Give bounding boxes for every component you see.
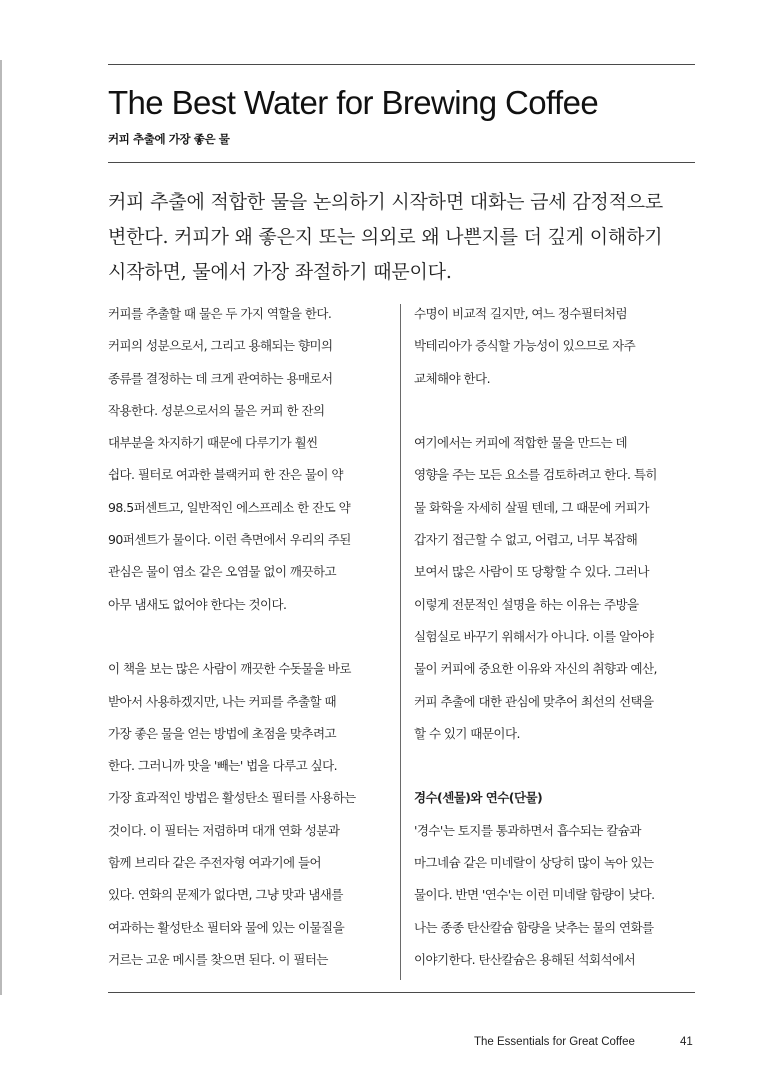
title-rule — [108, 162, 695, 163]
body-line: 이 책을 보는 많은 사람이 깨끗한 수돗물을 바로 — [108, 661, 351, 677]
body-line: 거르는 고운 메시를 찾으면 된다. 이 필터는 — [108, 951, 328, 967]
lead-line: 변한다. 커피가 왜 좋은지 또는 의외로 왜 나쁜지를 더 깊게 이해하기 — [108, 226, 663, 248]
body-line: 수명이 비교적 길지만, 여느 정수필터처럼 — [414, 306, 628, 321]
body-line: 갑자기 접근할 수 없고, 어렵고, 너무 복잡해 — [414, 532, 638, 548]
footer-book-title: The Essentials for Great Coffee — [474, 1036, 635, 1048]
bottom-rule — [108, 992, 695, 993]
body-line: 교체해야 한다. — [414, 370, 490, 386]
body-column-left — [108, 302, 393, 980]
body-line: 가장 좋은 물을 얻는 방법에 초점을 맞추려고 — [108, 725, 336, 741]
page-binding-edge — [0, 60, 2, 995]
chapter-title: The Best Water for Brewing Coffee — [108, 84, 599, 121]
body-line: 물이다. 반면 '연수'는 이런 미네랄 함량이 낮다. — [414, 887, 655, 903]
body-line: 이렇게 전문적인 설명을 하는 이유는 주방을 — [414, 596, 639, 612]
body-column-right — [414, 302, 699, 980]
body-line: 나는 종종 탄산칼슘 함량을 낮추는 물의 연화를 — [414, 919, 654, 935]
body-line: 대부분을 차지하기 때문에 다루기가 훨씬 — [108, 435, 318, 451]
page-number: 41 — [680, 1036, 693, 1048]
top-rule — [108, 64, 695, 65]
chapter-subtitle: 커피 추출에 가장 좋은 물 — [108, 132, 230, 146]
column-divider — [400, 304, 401, 980]
body-line: 90퍼센트가 물이다. 이런 측면에서 우리의 주된 — [108, 532, 351, 548]
lead-line: 시작하면, 물에서 가장 좌절하기 때문이다. — [108, 261, 452, 283]
body-line: '경수'는 토지를 통과하면서 흡수되는 칼슘과 — [414, 822, 641, 838]
body-line: 물 화학을 자세히 살필 텐데, 그 때문에 커피가 — [414, 499, 649, 515]
body-line: 있다. 연화의 문제가 없다면, 그냥 맛과 냄새를 — [108, 887, 343, 903]
body-line: 커피를 추출할 때 물은 두 가지 역할을 한다. — [108, 306, 332, 321]
body-line: 박테리아가 증식할 가능성이 있으므로 자주 — [414, 338, 636, 354]
body-line: 쉽다. 필터로 여과한 블랙커피 한 잔은 물이 약 — [108, 467, 343, 483]
body-line: 받아서 사용하겠지만, 나는 커피를 추출할 때 — [108, 693, 336, 709]
body-line: 보여서 많은 사람이 또 당황할 수 있다. 그러나 — [414, 564, 649, 580]
body-line: 여과하는 활성탄소 필터와 물에 있는 이물질을 — [108, 919, 345, 935]
body-line: 작용한다. 성분으로서의 물은 커피 한 잔의 — [108, 402, 325, 418]
body-line: 여기에서는 커피에 적합한 물을 만드는 데 — [414, 435, 628, 451]
body-line: 물이 커피에 중요한 이유와 자신의 취향과 예산, — [414, 661, 657, 677]
body-line: 커피의 성분으로서, 그리고 용해되는 향미의 — [108, 338, 333, 354]
body-line: 종류를 결정하는 데 크게 관여하는 용매로서 — [108, 370, 333, 386]
body-line: 가장 효과적인 방법은 활성탄소 필터를 사용하는 — [108, 790, 356, 806]
lead-paragraph — [108, 185, 698, 290]
paragraph-gap — [414, 399, 699, 431]
body-line: 함께 브리타 같은 주전자형 여과기에 들어 — [108, 855, 322, 871]
section-heading: 경수(센물)와 연수(단물) — [414, 790, 543, 806]
body-line: 한다. 그러니까 맛을 '빼는' 법을 다루고 싶다. — [108, 758, 338, 774]
paragraph-gap — [108, 625, 393, 657]
paragraph-gap — [414, 754, 699, 786]
body-line: 이야기한다. 탄산칼슘은 용해된 석회석에서 — [414, 951, 636, 967]
lead-line: 커피 추출에 적합한 물을 논의하기 시작하면 대화는 금세 감정적으로 — [108, 191, 664, 213]
body-line: 실험실로 바꾸기 위해서가 아니다. 이를 알아야 — [414, 628, 654, 644]
body-line: 98.5퍼센트고, 일반적인 에스프레소 한 잔도 약 — [108, 499, 351, 515]
body-line: 관심은 물이 염소 같은 오염물 없이 깨끗하고 — [108, 564, 336, 580]
body-line: 것이다. 이 필터는 저렴하며 대개 연화 성분과 — [108, 822, 340, 838]
body-line: 마그네슘 같은 미네랄이 상당히 많이 녹아 있는 — [414, 855, 654, 871]
body-line: 영향을 주는 모든 요소를 검토하려고 한다. 특히 — [414, 467, 657, 483]
body-line: 할 수 있기 때문이다. — [414, 725, 520, 741]
body-line: 커피 추출에 대한 관심에 맞추어 최선의 선택을 — [414, 693, 654, 709]
body-line: 아무 냄새도 없어야 한다는 것이다. — [108, 596, 287, 612]
